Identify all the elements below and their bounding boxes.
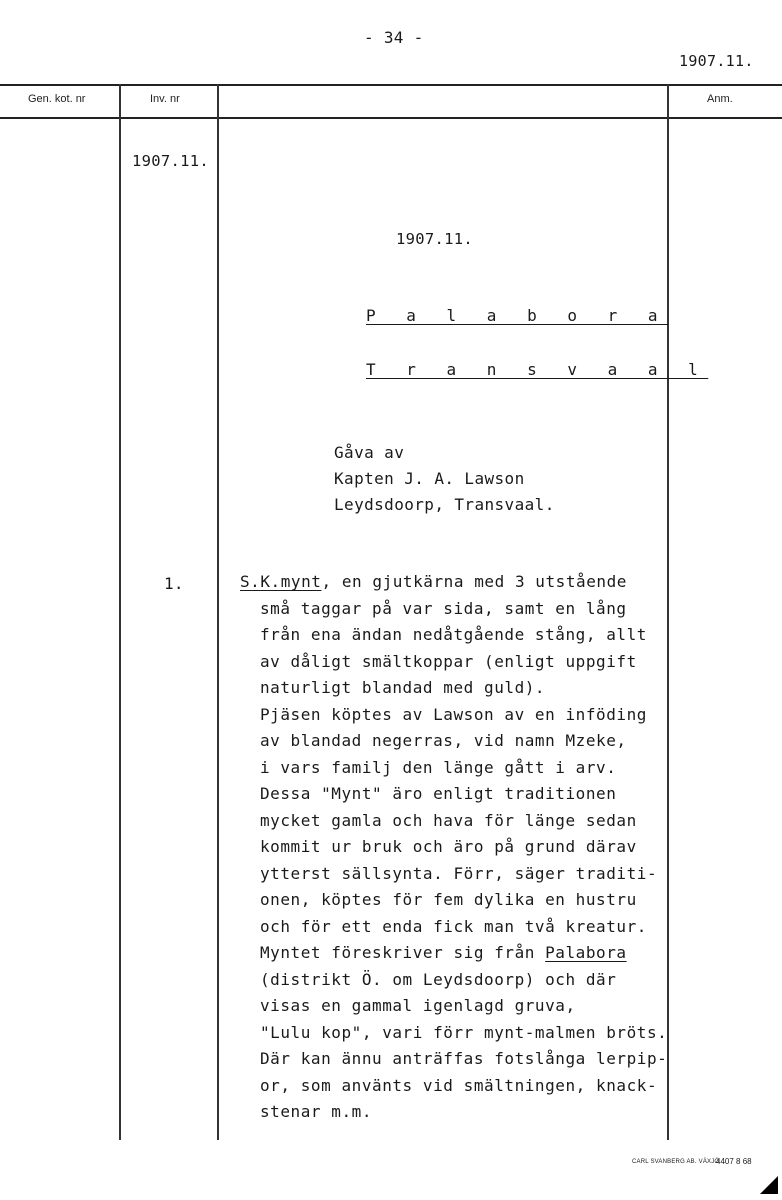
donor-block [334,440,555,518]
description-text: , en gjutkärna med 3 utstående [321,572,627,591]
description-line: visas en gammal igenlagd gruva, [260,996,576,1015]
column-header-inv-nr: Inv. nr [150,93,180,105]
item-number: 1. [164,574,184,593]
column-divider-inv-main [217,84,219,1140]
donor-line: Kapten J. A. Lawson [334,469,525,488]
description-line: från ena ändan nedåtgående stång, allt [260,625,647,644]
page-number: - 34 - [364,28,424,47]
description-line [260,943,627,962]
description-line: stenar m.m. [260,1102,373,1121]
description-line: ytterst sällsynta. Förr, säger traditi- [260,863,658,883]
column-divider-gen-inv [119,84,121,1140]
description-text: Myntet föreskriver sig från [260,943,546,962]
date-top-right: 1907.11. [679,52,754,70]
entry-date: 1907.11. [396,230,474,248]
header-top-rule [0,84,782,86]
description-line: Dessa "Mynt" äro enligt traditionen [260,784,617,803]
description-line: små taggar på var sida, samt en lång [260,598,627,618]
description-line: kommit ur bruk och äro på grund därav [260,837,637,856]
form-code: 4407 8 68 [716,1157,752,1166]
column-header-anm: Anm. [707,93,733,105]
printer-imprint [632,1159,719,1165]
donor-line: Leydsdoorp, Transvaal. [334,495,555,514]
description-line: av blandad negerras, vid namn Mzeke, [260,731,627,750]
underlined-place: Palabora [545,943,627,962]
donor-line: Gåva av [334,443,405,462]
description-line: "Lulu kop", vari förr mynt-malmen bröts. [260,1022,668,1042]
description-line: av dåligt smältkoppar (enligt uppgift [260,651,637,671]
description-line-first [240,572,627,591]
item-label: S.K.mynt [240,572,322,591]
place-title: P a l a b o r a [366,306,668,325]
inv-date: 1907.11. [132,152,210,170]
description-line: och för ett enda fick man två kreatur. [260,916,647,936]
corner-mark-icon [760,1176,778,1194]
header-bottom-rule [0,117,782,119]
description-line: or, som använts vid smältningen, knack- [260,1075,658,1095]
description-line: onen, köptes för fem dylika en hustru [260,890,637,909]
description-line: naturligt blandad med guld). [260,678,546,697]
region-title: T r a n s v a a l [366,360,709,379]
item-description [240,572,680,1132]
column-header-gen-kot-nr: Gen. kot. nr [28,93,86,105]
description-line: Pjäsen köptes av Lawson av en inföding [260,704,647,724]
description-line: i vars familj den länge gått i arv. [260,757,617,777]
description-line: Där kan ännu anträffas fotslånga lerpip- [260,1049,668,1068]
description-line: mycket gamla och hava för länge sedan [260,810,637,830]
printer-name: CARL SVANBERG AB. VÄXJÖ [632,1159,720,1165]
description-line: (distrikt Ö. om Leydsdoorp) och där [260,969,617,989]
